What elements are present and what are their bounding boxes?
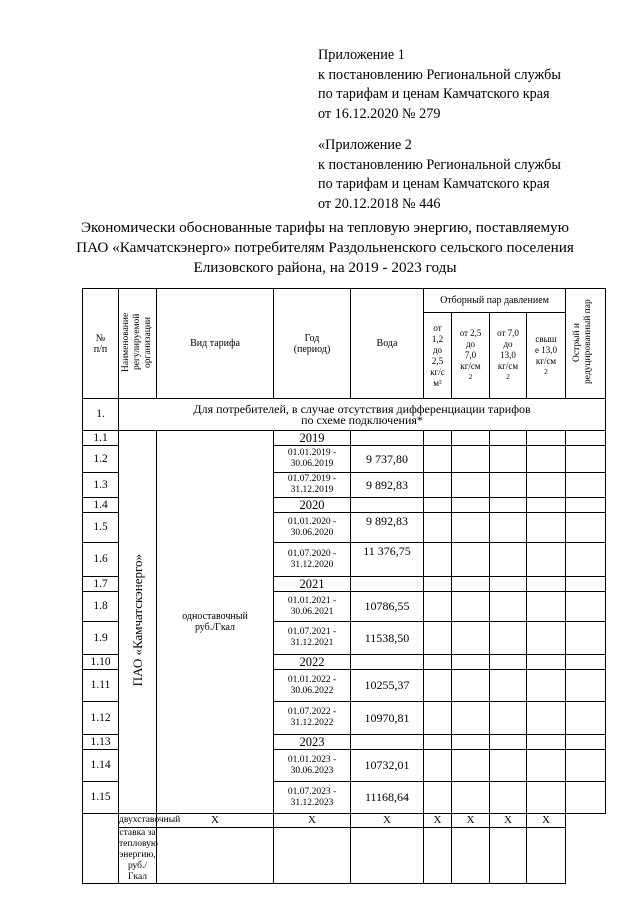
- sharp-cell: [566, 702, 606, 735]
- group-line: Для потребителей, в случае отсутствия дифференциации тарифов: [193, 401, 531, 416]
- steam-cell: [424, 592, 452, 622]
- sharp-cell: [566, 782, 606, 814]
- row-num: [83, 814, 119, 884]
- period-cell: [274, 670, 351, 702]
- steam-cell: [424, 702, 452, 735]
- sharp-cell: [566, 446, 606, 473]
- water-cell: 10732,01: [351, 750, 424, 782]
- steam-cell: [527, 702, 566, 735]
- x-mark: X: [527, 814, 566, 828]
- header-num-line: №: [95, 332, 106, 344]
- period-line: 30.06.2023: [290, 765, 334, 776]
- header-tariff-type: Вид тарифа: [157, 289, 274, 399]
- two-rate-label: двухставочный: [119, 814, 157, 828]
- steam-cell: [452, 782, 490, 814]
- year-cell: 2019: [274, 431, 351, 446]
- appendix-line: к постановлению Региональной службы: [318, 66, 561, 83]
- sharp-cell: [566, 735, 606, 750]
- sharp-cell: [566, 592, 606, 622]
- period-line: 01.07.2022 -: [287, 707, 337, 717]
- row-num: 1.15: [83, 782, 119, 814]
- steam-cell: [527, 446, 566, 473]
- year-cell: 2020: [274, 498, 351, 513]
- hdr-line: 2: [468, 373, 473, 381]
- steam-cell: [490, 655, 527, 670]
- steam-cell: [490, 543, 527, 577]
- year-cell: 2021: [274, 577, 351, 592]
- water-cell: 10970,81: [351, 702, 424, 735]
- steam-cell: [424, 655, 452, 670]
- steam-cell: [490, 735, 527, 750]
- header-organization-text: Наименование регулируемой организации: [120, 312, 153, 372]
- hdr-line: от 7,0: [497, 328, 519, 338]
- header-steam-1-2.5: [424, 313, 452, 399]
- heat-rate-line: ставка за тепловую: [119, 828, 158, 849]
- steam-cell: [527, 782, 566, 814]
- steam-cell: [490, 577, 527, 592]
- hdr-line: свыш: [535, 333, 557, 344]
- hdr-line: до: [503, 339, 513, 349]
- period-cell: [274, 513, 351, 543]
- heat-rate-line: энергию, руб./Гкал: [119, 850, 156, 882]
- hdr-line: от: [433, 322, 442, 333]
- header-steam-7-13: [490, 313, 527, 399]
- group-description: [119, 399, 606, 431]
- appendix-line: по тарифам и ценам Камчатского края: [318, 176, 550, 192]
- row-num: 1.12: [83, 702, 119, 735]
- period-line: 01.01.2019 -: [287, 448, 337, 458]
- steam-cell: [452, 513, 490, 543]
- title-line: Экономически обоснованные тарифы на тепловую энергию, поставляемую: [80, 219, 570, 236]
- water-cell: [351, 735, 424, 750]
- steam-cell: [424, 446, 452, 473]
- steam-cell: [527, 577, 566, 592]
- appendix-line: от 16.12.2020 № 279: [318, 105, 441, 122]
- steam-cell: [452, 431, 490, 446]
- steam-cell: [527, 498, 566, 513]
- steam-cell: [490, 498, 527, 513]
- hdr-line: до: [465, 339, 476, 349]
- period-line: 31.12.2020: [290, 559, 334, 570]
- appendix-line: к постановлению Региональной службы: [318, 156, 561, 173]
- x-mark: X: [274, 814, 351, 828]
- hdr-line: от 2,5: [459, 328, 482, 338]
- header-year: [274, 289, 351, 399]
- steam-cell: [452, 473, 490, 498]
- appendix-2-header: [318, 136, 561, 214]
- hdr-line: кг/см: [460, 361, 481, 371]
- water-cell: 10255,37: [351, 670, 424, 702]
- heat-rate-label: [119, 828, 157, 884]
- hdr-line: кг/с: [430, 366, 445, 377]
- steam-cell: [452, 750, 490, 782]
- title-line: ПАО «Камчатскэнерго» потребителям Раздольненского сельского поселения: [76, 239, 574, 256]
- steam-cell: [527, 513, 566, 543]
- steam-cell: [490, 828, 527, 884]
- row-num: 1.1: [83, 431, 119, 446]
- steam-cell: [452, 735, 490, 750]
- row-num: 1.2: [83, 446, 119, 473]
- steam-cell: [452, 655, 490, 670]
- hdr-line: кг/см: [535, 355, 557, 366]
- steam-cell: [452, 543, 490, 577]
- period-line: 31.12.2021: [290, 638, 334, 648]
- row-num: 1.9: [83, 622, 119, 655]
- hdr-line: кг/см: [497, 361, 519, 371]
- header-sharp-steam: [566, 289, 606, 399]
- steam-cell: [424, 513, 452, 543]
- period-line: 01.01.2023 -: [287, 754, 337, 765]
- hdr-line: е 13,0: [535, 344, 558, 355]
- sharp-cell: [566, 431, 606, 446]
- row-num: 1.11: [83, 670, 119, 702]
- period-line: 31.12.2023: [290, 797, 334, 808]
- steam-cell: [490, 513, 527, 543]
- water-cell: [274, 828, 351, 884]
- organization-name: [119, 431, 157, 814]
- water-cell: [351, 655, 424, 670]
- period-cell: [274, 702, 351, 735]
- sharp-cell: [566, 622, 606, 655]
- hdr-line: 1,2: [431, 333, 444, 344]
- one-rate-line: одноставочный: [182, 611, 248, 622]
- steam-cell: [490, 670, 527, 702]
- sharp-cell: [566, 750, 606, 782]
- steam-cell: [424, 735, 452, 750]
- steam-cell: [527, 592, 566, 622]
- hdr-line: 13,0: [500, 350, 516, 360]
- header-sharp-steam-text: Острый и редуцированный пар: [571, 299, 593, 385]
- period-line: 30.06.2019: [290, 459, 334, 469]
- row-num: 1.14: [83, 750, 119, 782]
- sharp-cell: [566, 473, 606, 498]
- year-cell: 2022: [274, 655, 351, 670]
- appendix-1-header: [318, 46, 561, 124]
- water-cell: 9 892,83: [351, 513, 424, 543]
- steam-cell: [527, 622, 566, 655]
- steam-cell: [527, 670, 566, 702]
- water-cell: [351, 577, 424, 592]
- period-line: 30.06.2020: [290, 527, 334, 538]
- water-cell: 11168,64: [351, 782, 424, 814]
- steam-cell: [490, 592, 527, 622]
- sharp-cell: [566, 577, 606, 592]
- header-water: Вода: [351, 289, 424, 399]
- header-steam-group: Отборный пар давлением: [424, 289, 566, 313]
- period-line: 01.07.2023 -: [287, 786, 337, 797]
- appendix-line: от 20.12.2018 № 446: [318, 195, 441, 212]
- steam-cell: [452, 498, 490, 513]
- one-rate-line: руб./Гкал: [194, 622, 236, 633]
- steam-cell: [424, 622, 452, 655]
- group-num: 1.: [83, 399, 119, 431]
- row-num: 1.8: [83, 592, 119, 622]
- title-line: Елизовского района, на 2019 - 2023 годы: [193, 259, 457, 276]
- steam-cell: [527, 735, 566, 750]
- period-line: 30.06.2021: [290, 606, 334, 617]
- steam-cell: [490, 473, 527, 498]
- steam-cell: [490, 431, 527, 446]
- water-cell: 9 892,83: [351, 473, 424, 498]
- water-cell: 9 737,80: [351, 446, 424, 473]
- header-year-line: (период): [293, 343, 331, 355]
- period-line: 30.06.2022: [290, 685, 334, 696]
- period-line: 01.07.2020 -: [287, 548, 337, 559]
- steam-cell: [452, 446, 490, 473]
- period-cell: [274, 446, 351, 473]
- steam-cell: [490, 446, 527, 473]
- steam-cell: [424, 782, 452, 814]
- steam-cell: [424, 828, 452, 884]
- hdr-line: 2,5: [431, 355, 444, 366]
- period-cell: [274, 622, 351, 655]
- sharp-cell: [527, 828, 566, 884]
- hdr-line: 2: [506, 373, 510, 381]
- steam-cell: [527, 473, 566, 498]
- appendix-line: по тарифам и ценам Камчатского края: [318, 86, 550, 102]
- steam-cell: [527, 750, 566, 782]
- hdr-line: 7,0: [464, 350, 477, 360]
- appendix-line: Приложение 1: [318, 47, 405, 63]
- steam-cell: [452, 577, 490, 592]
- steam-cell: [424, 431, 452, 446]
- steam-cell: [452, 670, 490, 702]
- row-num: 1.4: [83, 498, 119, 513]
- header-num: [83, 289, 119, 399]
- steam-cell: [424, 498, 452, 513]
- row-num: 1.10: [83, 655, 119, 670]
- x-mark: X: [490, 814, 527, 828]
- water-cell: [351, 498, 424, 513]
- steam-cell: [452, 622, 490, 655]
- header-num-line: п/п: [93, 343, 108, 355]
- document-title: [60, 218, 590, 278]
- period-line: 01.07.2019 -: [287, 474, 337, 484]
- steam-cell: [452, 828, 490, 884]
- year-cell: 2023: [274, 735, 351, 750]
- period-line: 01.01.2020 -: [287, 516, 337, 527]
- water-cell: [351, 431, 424, 446]
- tariff-table: [82, 288, 606, 884]
- period-line: 01.01.2021 -: [287, 595, 337, 606]
- water-cell: 10786,55: [351, 592, 424, 622]
- sharp-cell: [566, 543, 606, 577]
- header-organization: [119, 289, 157, 399]
- row-num: 1.7: [83, 577, 119, 592]
- hdr-line: м²: [433, 377, 442, 388]
- organization-name-text: ПАО «Камчатскэнерго»: [130, 554, 145, 687]
- water-cell: 11 376,75: [351, 543, 424, 577]
- steam-cell: [452, 702, 490, 735]
- sharp-cell: [566, 670, 606, 702]
- steam-cell: [490, 702, 527, 735]
- steam-cell: [527, 655, 566, 670]
- period-cell: [274, 473, 351, 498]
- period-line: 01.01.2022 -: [287, 674, 337, 685]
- one-rate-tariff: [157, 431, 274, 814]
- row-num: 1.5: [83, 513, 119, 543]
- steam-cell: [452, 592, 490, 622]
- x-mark: X: [424, 814, 452, 828]
- period-line: 31.12.2019: [290, 485, 334, 495]
- row-num: 1.6: [83, 543, 119, 577]
- steam-cell: [424, 473, 452, 498]
- row-num: 1.3: [83, 473, 119, 498]
- steam-cell: [527, 543, 566, 577]
- group-line: по схеме подключения*: [301, 412, 423, 427]
- period-cell: [274, 782, 351, 814]
- water-cell: 11538,50: [351, 622, 424, 655]
- x-mark: X: [452, 814, 490, 828]
- steam-cell: [424, 543, 452, 577]
- steam-cell: [424, 577, 452, 592]
- year-cell: [157, 828, 274, 884]
- period-line: 01.07.2021 -: [287, 627, 337, 637]
- steam-cell: [351, 828, 424, 884]
- steam-cell: [424, 750, 452, 782]
- sharp-cell: [566, 655, 606, 670]
- period-line: 31.12.2022: [290, 718, 334, 728]
- header-steam-over-13: [527, 313, 566, 399]
- row-num: 1.13: [83, 735, 119, 750]
- x-mark: X: [351, 814, 424, 828]
- sharp-cell: [566, 513, 606, 543]
- steam-cell: [424, 670, 452, 702]
- hdr-line: до: [432, 344, 443, 355]
- x-mark: X: [157, 814, 274, 828]
- header-year-line: Год: [304, 332, 320, 344]
- steam-cell: [527, 431, 566, 446]
- steam-cell: [490, 782, 527, 814]
- hdr-line: 2: [544, 367, 548, 376]
- sharp-cell: [566, 498, 606, 513]
- period-cell: [274, 592, 351, 622]
- steam-cell: [490, 750, 527, 782]
- appendix-line: «Приложение 2: [318, 137, 412, 153]
- steam-cell: [490, 622, 527, 655]
- header-steam-2.5-7: [452, 313, 490, 399]
- period-cell: [274, 543, 351, 577]
- period-cell: [274, 750, 351, 782]
